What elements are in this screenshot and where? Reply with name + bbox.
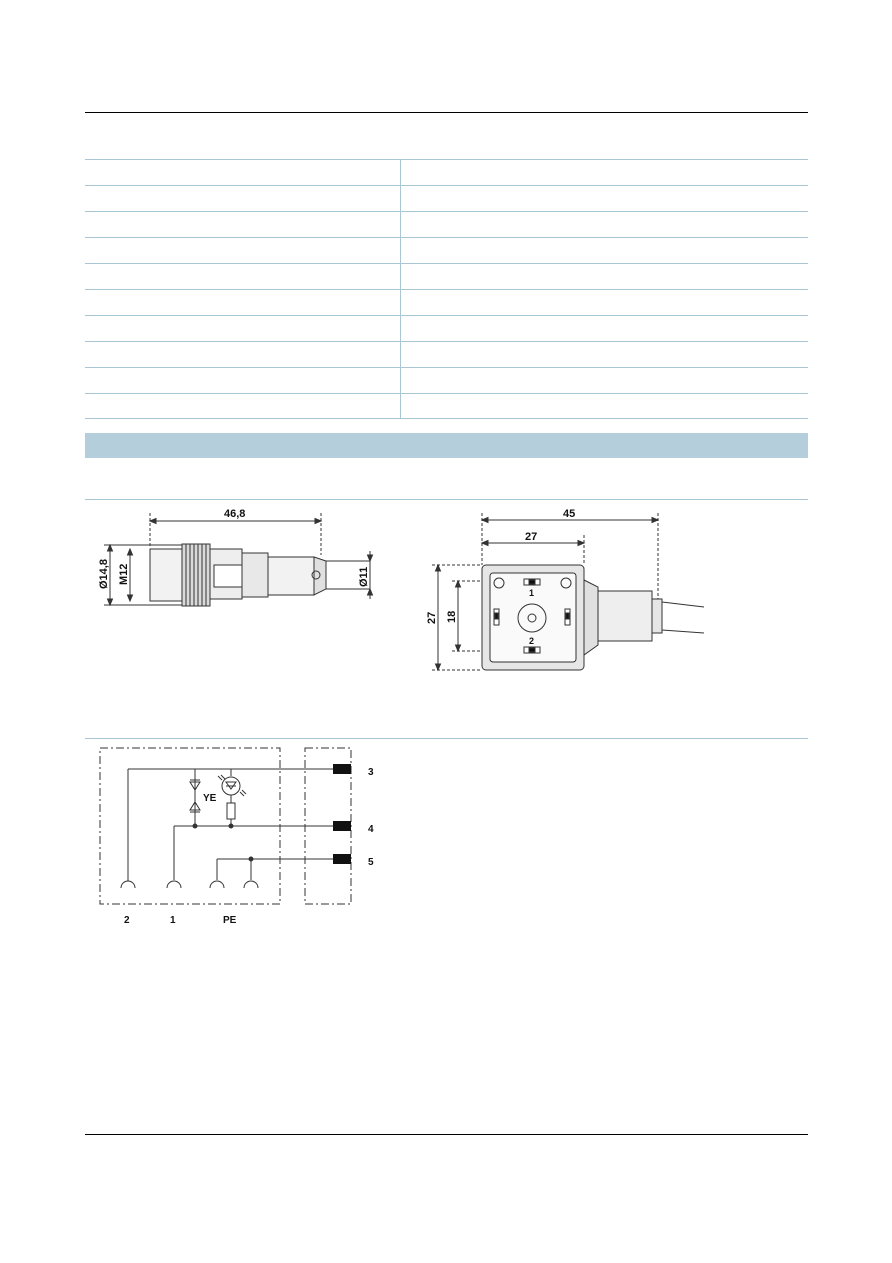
footer-rule (85, 1134, 808, 1135)
header-rule (85, 112, 808, 113)
led-color-label: YE (203, 793, 217, 804)
body-width-label: 27 (525, 531, 538, 543)
overall-width-label: 45 (563, 508, 576, 520)
contact-2-label: 2 (124, 915, 130, 926)
terminal-5-label: 5 (368, 857, 374, 868)
body-height-label: 27 (426, 611, 438, 624)
drawings-divider (85, 499, 808, 500)
table-row (85, 367, 808, 393)
thread-label: M12 (118, 563, 130, 585)
table-row (85, 341, 808, 367)
table-row (85, 393, 808, 419)
table-row (85, 263, 808, 289)
table-row (85, 237, 808, 263)
wiring-divider (85, 738, 808, 739)
specification-table (85, 159, 808, 419)
contact-1-label: 1 (170, 915, 176, 926)
wiring-diagram (90, 742, 390, 932)
section-header-bar (85, 433, 808, 458)
terminal-4-label: 4 (368, 824, 374, 835)
terminal-3-label: 3 (368, 767, 374, 778)
table-row (85, 185, 808, 211)
pin-1-label: 1 (529, 588, 535, 598)
table-column-divider (400, 159, 401, 418)
contact-pe-label: PE (223, 915, 237, 926)
outer-diameter-label: Ø14,8 (98, 559, 110, 589)
pin-2-label: 2 (529, 636, 535, 646)
m12-connector-drawing (90, 505, 390, 615)
table-row (85, 289, 808, 315)
length-label: 46,8 (224, 508, 246, 520)
table-row (85, 159, 808, 185)
table-row (85, 315, 808, 341)
table-row (85, 211, 808, 237)
valve-connector-drawing (420, 505, 720, 680)
pin-spacing-label: 18 (446, 610, 458, 623)
cable-diameter-label: Ø11 (358, 566, 370, 587)
